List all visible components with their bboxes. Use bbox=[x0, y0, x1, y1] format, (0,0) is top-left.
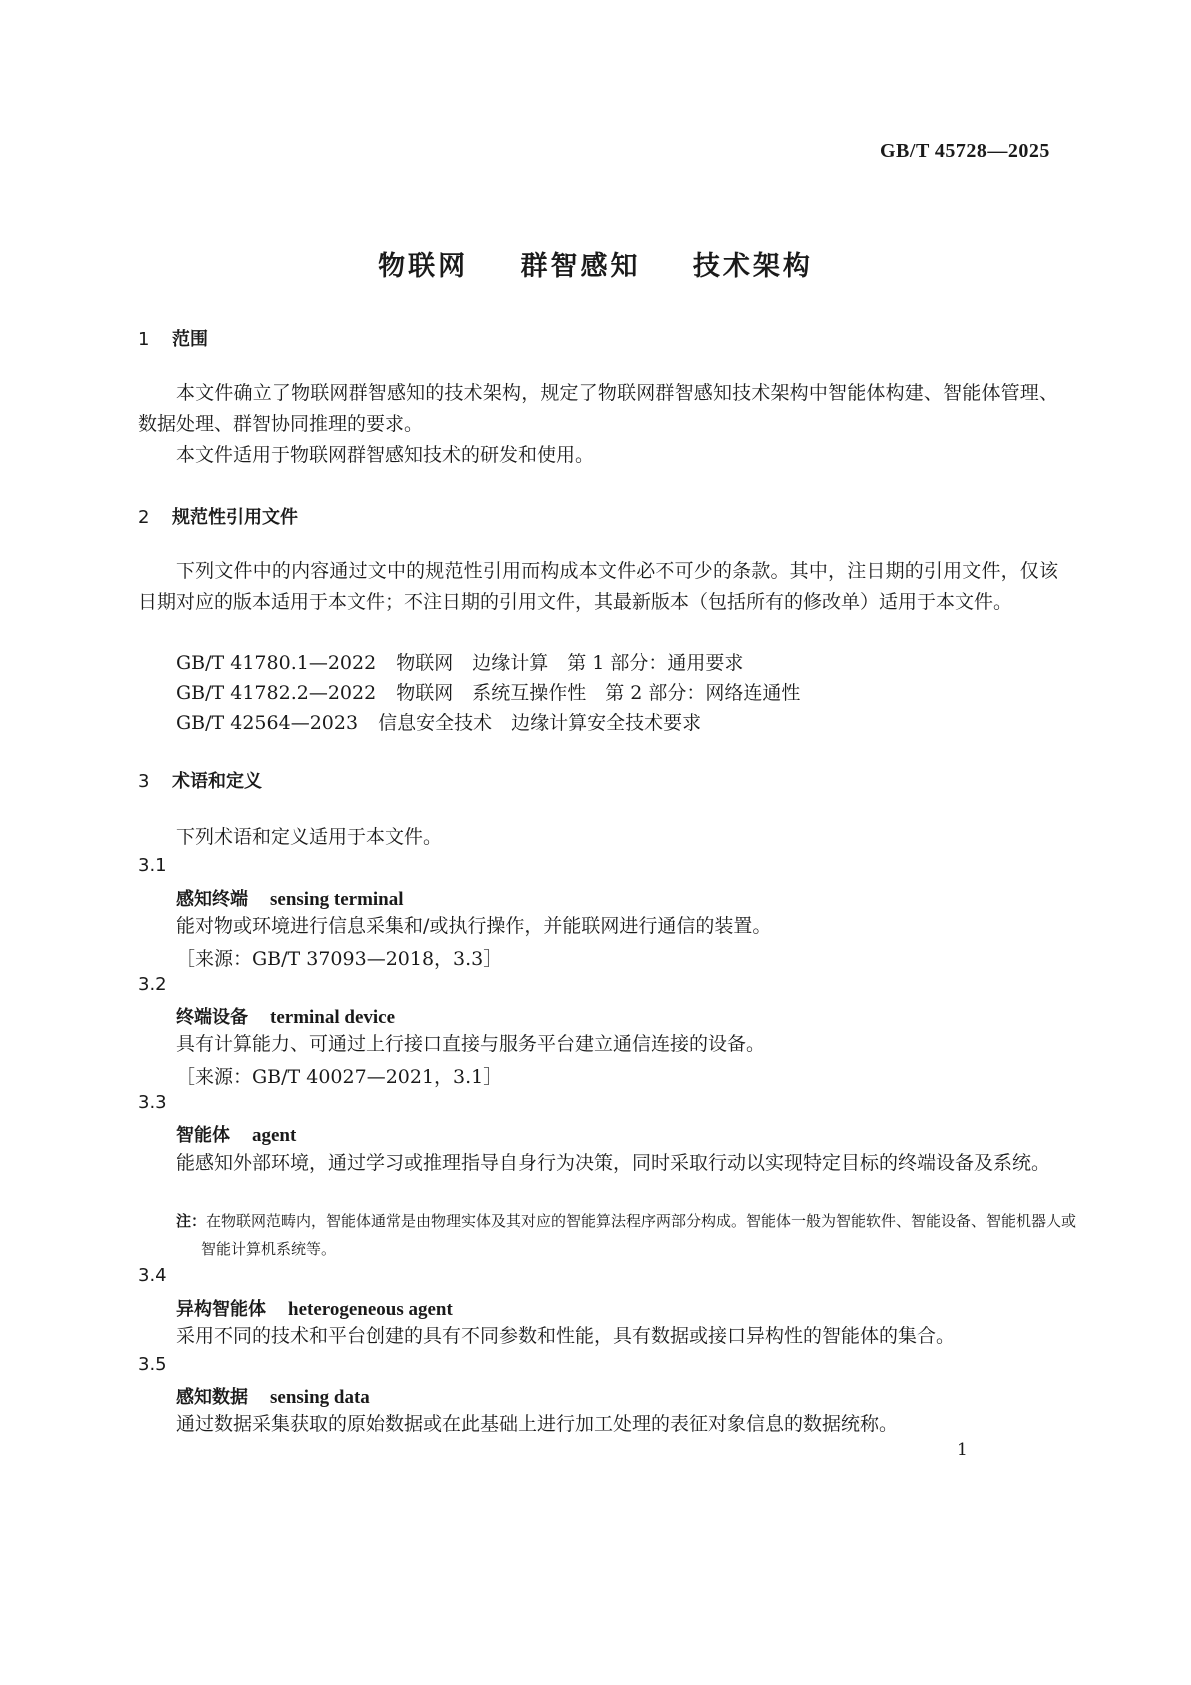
term-zh: 异构智能体 bbox=[176, 1299, 266, 1320]
reference-title: 物联网 边缘计算 第 1 部分：通用要求 bbox=[396, 652, 744, 674]
reference-item bbox=[176, 678, 800, 705]
term-number: 3.2 bbox=[138, 974, 167, 995]
section-heading-terms bbox=[138, 767, 262, 793]
term-zh: 终端设备 bbox=[176, 1007, 248, 1028]
term-en: agent bbox=[252, 1125, 297, 1146]
term-name bbox=[176, 1121, 296, 1147]
term-definition: 能感知外部环境，通过学习或推理指导自身行为决策，同时采取行动以实现特定目标的终端设备及系统。 bbox=[176, 1152, 1051, 1174]
term-zh: 感知终端 bbox=[176, 889, 248, 910]
term-definition: 能对物或环境进行信息采集和/或执行操作，并能联网进行通信的装置。 bbox=[176, 915, 772, 937]
section-title: 规范性引用文件 bbox=[172, 507, 298, 528]
section-heading-scope bbox=[138, 325, 208, 351]
section-number: 1 bbox=[138, 329, 150, 350]
term-source: ［来源：GB/T 37093—2018，3.3］ bbox=[176, 948, 503, 970]
title-part-1: 物联网 bbox=[378, 251, 469, 282]
terms-intro: 下列术语和定义适用于本文件。 bbox=[176, 826, 443, 848]
term-en: sensing data bbox=[270, 1387, 370, 1408]
section-title: 术语和定义 bbox=[172, 771, 262, 792]
section-number: 2 bbox=[138, 507, 150, 528]
term-number: 3.1 bbox=[138, 855, 167, 876]
standard-code: GB/T 45728—2025 bbox=[880, 140, 1050, 162]
document-title bbox=[0, 244, 1191, 283]
term-name bbox=[176, 1383, 370, 1409]
term-source: ［来源：GB/T 40027—2021，3.1］ bbox=[176, 1066, 503, 1088]
title-part-3: 技术架构 bbox=[692, 251, 813, 282]
term-en: heterogeneous agent bbox=[288, 1299, 453, 1320]
title-part-2: 群智感知 bbox=[520, 251, 641, 282]
term-definition: 采用不同的技术和平台创建的具有不同参数和性能，具有数据或接口异构性的智能体的集合。 bbox=[176, 1325, 956, 1347]
section-title: 范围 bbox=[172, 329, 208, 350]
page-number: 1 bbox=[957, 1440, 968, 1460]
term-number: 3.4 bbox=[138, 1265, 167, 1286]
term-name bbox=[176, 885, 404, 911]
reference-code: GB/T 41780.1—2022 bbox=[176, 652, 377, 674]
term-zh: 感知数据 bbox=[176, 1387, 248, 1408]
reference-item bbox=[176, 708, 701, 735]
reference-title: 物联网 系统互操作性 第 2 部分：网络连通性 bbox=[396, 682, 801, 704]
reference-code: GB/T 42564—2023 bbox=[176, 712, 359, 734]
term-zh: 智能体 bbox=[176, 1125, 230, 1146]
term-en: sensing terminal bbox=[270, 889, 404, 910]
note-label: 注： bbox=[176, 1212, 207, 1230]
term-note bbox=[176, 1207, 1083, 1263]
section-number: 3 bbox=[138, 771, 150, 792]
scope-paragraph-2: 本文件适用于物联网群智感知技术的研发和使用。 bbox=[176, 444, 595, 466]
reference-item bbox=[176, 648, 743, 675]
term-definition: 具有计算能力、可通过上行接口直接与服务平台建立通信连接的设备。 bbox=[176, 1033, 766, 1055]
note-text: 在物联网范畴内，智能体通常是由物理实体及其对应的智能算法程序两部分构成。智能体一般为智能软件、智能设备、智能机器人或智能计算机系统等。 bbox=[201, 1212, 1077, 1258]
reference-title: 信息安全技术 边缘计算安全技术要求 bbox=[378, 712, 702, 734]
term-number: 3.3 bbox=[138, 1092, 167, 1113]
term-number: 3.5 bbox=[138, 1354, 167, 1375]
reference-code: GB/T 41782.2—2022 bbox=[176, 682, 377, 704]
term-definition: 通过数据采集获取的原始数据或在此基础上进行加工处理的表征对象信息的数据统称。 bbox=[176, 1413, 899, 1435]
scope-paragraph-1: 本文件确立了物联网群智感知的技术架构，规定了物联网群智感知技术架构中智能体构建、智能体管理、数据处理、群智协同推理的要求。 bbox=[138, 382, 1058, 435]
term-en: terminal device bbox=[270, 1007, 396, 1028]
term-name bbox=[176, 1295, 453, 1321]
term-name bbox=[176, 1003, 395, 1029]
references-intro: 下列文件中的内容通过文中的规范性引用而构成本文件必不可少的条款。其中，注日期的引用文件，仅该日期对应的版本适用于本文件；不注日期的引用文件，其最新版本（包括所有的修改单）适用于本文件。 bbox=[138, 560, 1058, 613]
section-heading-normative-references bbox=[138, 503, 298, 529]
